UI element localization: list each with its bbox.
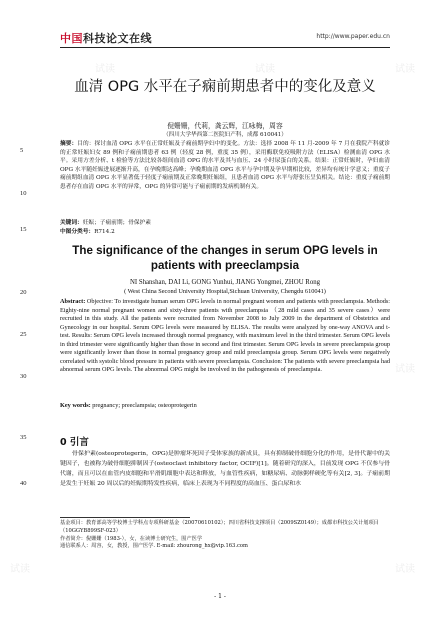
header-divider <box>60 47 390 48</box>
line-number: 15 <box>20 226 27 233</box>
abstract-en <box>60 298 390 375</box>
title-en: The significance of the changes in serum OPG levels in patients with preeclampsia <box>72 244 378 272</box>
abstract-cn-text: 目的：探讨血清 OPG 水平在正常妊娠及子痫前期孕妇中的变化。方法：选择 2008 年 11 月-2009 年 7 月在我院产科就诊的正常妊娠妇女 89 例和子痫前期患者 63 例（轻度 28 例，重度 35 例），采用酶联免疫吸附方法（ELISA）检测血清 OPG 水平。采用方差分析、t 检验等方法比较各组间血清 OPG 的水平及其与血压、24 小时尿蛋白的关系。结果：正常妊娠时，孕妇血清 OPG 水平随妊娠进展逐渐升高，在孕晚期达高峰；孕晚期血清 OPG 水平与孕中期及孕早期相比较，差异均有统计学意义；重度子痫前期组血清 OPG 水平显著低于轻度子痫前期及正常晚期妊娠组，且患者血清 OPG 水平与舒张压呈负相关。结论：重度子痫前期患者存在血清 OPG 水平的异常，OPG 的异常可能与子痫前期的发病机制有关。 <box>60 141 390 190</box>
watermark-text: 试读 <box>255 64 275 75</box>
line-number: 5 <box>20 147 24 154</box>
footnote-author: 作者简介：倪姗姗（1983-），女，在读博士研究生，围产医学 <box>60 535 203 542</box>
abstract-en-label: Abstract: <box>60 298 86 305</box>
line-number: 20 <box>20 289 27 296</box>
classification-cn-text: R714.2 <box>94 229 115 235</box>
line-number: 40 <box>20 480 27 487</box>
watermark-text: 试读 <box>395 364 415 375</box>
watermark-text: 试读 <box>10 564 30 575</box>
abstract-cn <box>60 140 390 192</box>
footnote-divider <box>60 517 190 518</box>
footnotes <box>60 520 390 551</box>
site-logo[interactable] <box>60 30 152 46</box>
line-number: 10 <box>20 190 27 197</box>
authors-en: NI Shanshan, DAI Li, GONG Yunhui, JIANG Yongmei, ZHOU Rong <box>129 279 321 286</box>
classification-cn <box>60 226 390 235</box>
title-cn: 血清 OPG 水平在子痫前期患者中的变化及意义 <box>74 79 376 95</box>
line-number: 35 <box>20 434 27 441</box>
watermark-text: 试读 <box>395 564 415 575</box>
keywords-en-text: pregnancy; preeclampsia; osteoprotegerin <box>92 402 197 409</box>
site-url[interactable]: http://www.paper.edu.cn <box>316 33 390 40</box>
watermark-text: 试读 <box>95 64 115 75</box>
keywords-cn-text: 妊娠；子痫前期；骨保护素 <box>82 220 151 226</box>
keywords-en <box>60 402 390 409</box>
section-heading: 0 引言 <box>60 437 89 448</box>
watermark-text: 试读 <box>395 64 415 75</box>
footnote-correspondence: 通信联系人：周容，女，教授，围产医学. E-mail: zhourong_hx@vip.163.com <box>60 543 248 550</box>
authors-cn: 倪姗姗，代莉，龚云辉，江咏梅，周容 <box>167 122 283 130</box>
affiliation-en: ( West China Second University Hospital,Sichuan University, Chengdu 610041) <box>124 288 326 295</box>
keywords-cn-label: 关键词： <box>60 220 83 226</box>
intro-paragraph: 骨保护素(osteoprotegerin，OPG)是肿瘤坏死因子受体家族的新成员，具有抑制破骨细胞分化的作用，是骨代谢中的关键因子，也被称为破骨细胞抑制因子(osteoclast inhibitory factor, OCIF)[1]。随着研究的深入，目前发现 OPG 不仅参与骨代谢，而且可以在血管内皮细胞和平滑肌细胞中表达和释放，与血管性疾病，如糖尿病、动脉粥样硬化等有关[2, 3]。子痫前期是发生于妊娠 20 周以后的妊娠期特发性疾病，临床上表现为不同程度的高血压、蛋白尿和水 <box>60 451 390 487</box>
logo-red-text: 中国 <box>60 32 83 45</box>
abstract-cn-label: 摘要： <box>60 141 78 147</box>
page-number: - 1 - <box>214 593 226 600</box>
footnote-funding: 基金项目：教育部高等学校博士学科点专项科研基金（20070610102）；四川省科技支撑项目（2009SZ0149）；成都市科技公关计划项目（10GGYB899SF-023） <box>60 520 379 534</box>
affiliation-cn: （四川大学华西第二医院妇产科，成都 610041） <box>163 132 287 138</box>
page-header <box>60 30 390 46</box>
line-number: 25 <box>20 331 27 338</box>
line-number: 30 <box>20 373 27 380</box>
abstract-en-text: Objective: To investigate human serum OPG levels in normal pregnant women and patients with preeclampsia. Methods: Eighty-nine normal pregnant women and sixty-three patients with preeclampsia （28 mild cases and 35 severe cases）were recruited in this study. All the patients were recruited from November 2008 to July 2009 in the department of Obstetrics and Gynecology in our hospital. Serum OPG levels were measured by ELISA. The results were analyzed by one-way ANOVA and t-test. Results: Serum OPG levels increased through normal pregnancy, with maximum level in the third trimester. Serum OPG levels in third trimester were significantly higher than those in second and first trimester. Serum OPG levels in severe preeclampsia group were significantly lower than those in normal pregnancy group and mild preeclampsia group. Serum OPG levels were negatively correlated with systolic blood pressure in patients with severe preeclampsia. Conclusion: The patients with severe preeclampsia had abnormal serum OPG levels. The abnormal OPG might be involved in the pathogenesis of preeclampsia. <box>60 298 390 373</box>
classification-cn-label: 中图分类号： <box>60 229 95 235</box>
logo-black-text: 科技论文在线 <box>83 32 152 45</box>
keywords-cn <box>60 217 390 226</box>
keywords-en-label: Key words: <box>60 402 91 409</box>
